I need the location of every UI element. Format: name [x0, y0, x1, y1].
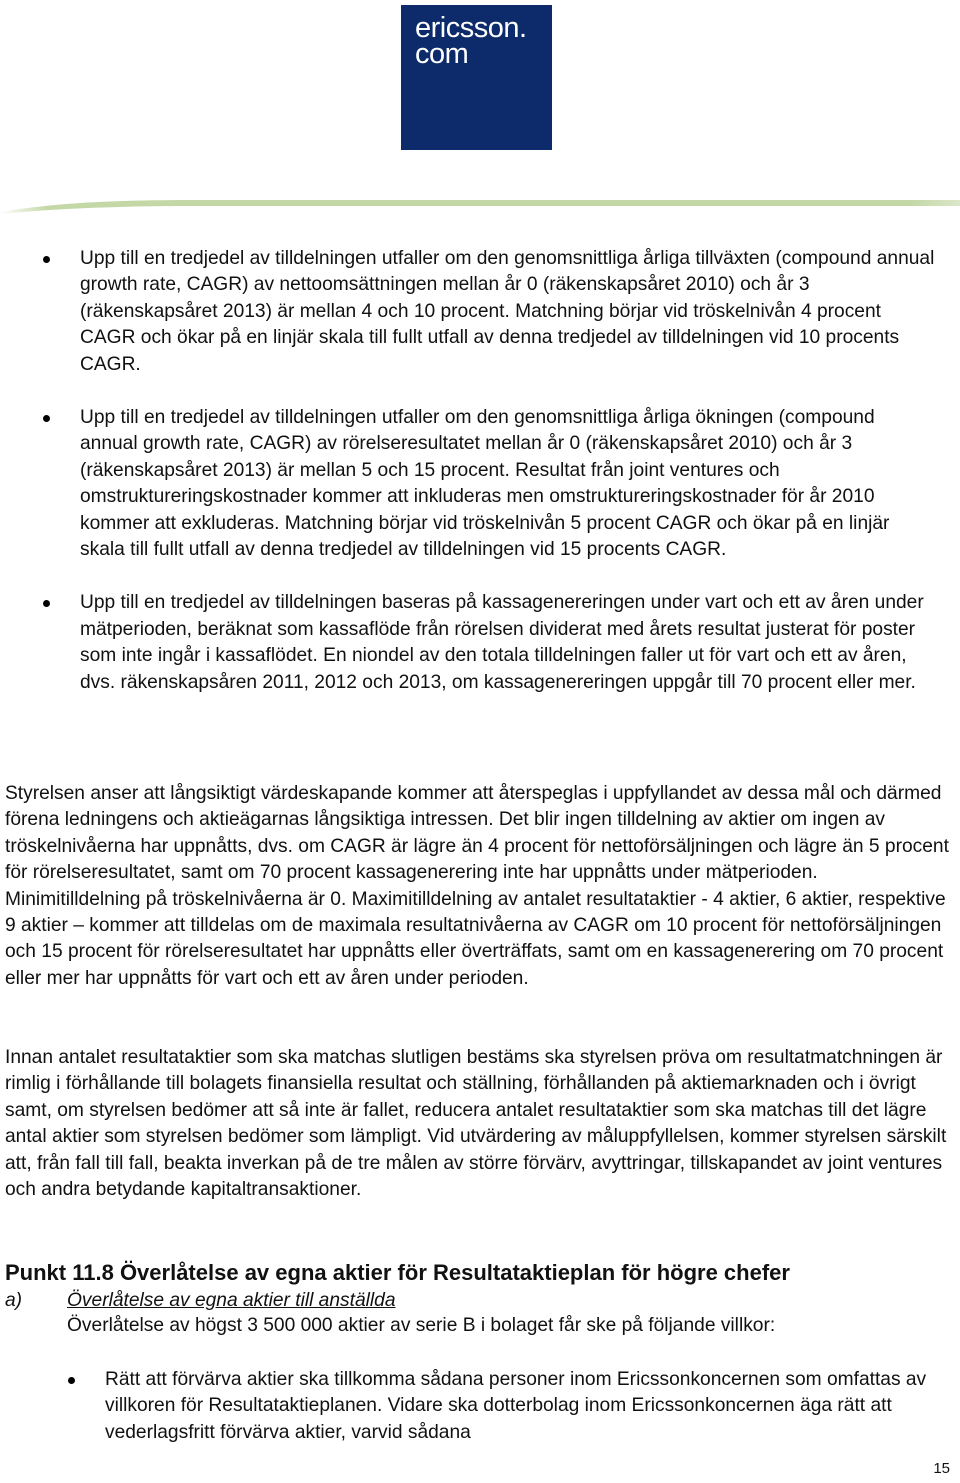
bullet-text: Upp till en tredjedel av tilldelningen utfaller om den genomsnittliga årliga tillväxten (compound annual growth rate, CAGR) av nettoomsättningen mellan år 0 (räkenskapsåret 2010) och år 3 (räkenskapsåret 2013) är mellan 4 och 10 procent. Matchning börjar vid tröskelnivån 4 procent CAGR och ökar på en linjär skala till fullt utfall av denna tredjedel av tilldelningen vid 10 procents CAGR.	[80, 248, 935, 375]
logo-text-line2: com	[415, 38, 469, 70]
section-heading: Punkt 11.8 Överlåtelse av egna aktier för Resultataktieplan för högre chefer	[5, 1260, 790, 1285]
page-number: 15	[933, 1460, 950, 1477]
transfer-intro: Överlåtelse av högst 3 500 000 aktier av serie B i bolaget får ske på följande villkor:	[67, 1315, 776, 1336]
transfer-conditions-list	[0, 1367, 960, 1446]
bullet-text: Upp till en tredjedel av tilldelningen utfaller om den genomsnittliga årliga ökningen (compound annual growth rate, CAGR) av rörelseresultatet mellan år 0 (räkenskapsåret 2010) och år 3 (räkenskapsåret 2013) är mellan 5 och 15 procent. Resultat från joint ventures och omstruktureringskostnader kommer att inkluderas men omstruktureringskostnader för år 2010 kommer att exkluderas. Matchning börjar vid tröskelnivån 5 procent CAGR och ökar på en linjär skala till fullt utfall av denna tredjedel av tilldelningen vid 15 procents CAGR.	[80, 407, 890, 561]
performance-criteria-list	[0, 246, 960, 696]
bullet-icon	[43, 600, 50, 607]
header-divider	[0, 196, 960, 214]
bullet-icon	[43, 256, 50, 263]
list-item	[0, 590, 960, 696]
subsection-a-heading	[5, 1288, 396, 1314]
paragraph-board-review: Innan antalet resultataktier som ska matchas slutligen bestäms ska styrelsen pröva om resultatmatchningen är rimlig i förhållande till bolagets finansiella resultat och ställning, förhållanden på aktiemarknaden och i övrigt samt, om styrelsen bedömer att så inte är fallet, reducera antalet resultataktier som ska matchas till det lägre antal aktier som styrelsen bedömer som lämpligt. Vid utvärdering av måluppfyllelsen, kommer styrelsen särskilt att, från fall till fall, beakta inverkan på de tre målen av större förvärv, avyttringar, tillskapandet av joint ventures och andra betydande kapitaltransaktioner.	[5, 1047, 947, 1201]
subsection-letter: a)	[5, 1290, 23, 1311]
bullet-text: Rätt att förvärva aktier ska tillkomma sådana personer inom Ericssonkoncernen som omfattas av villkoren för Resultataktieplanen. Vidare ska dotterbolag inom Ericssonkoncernen äga rätt att vederlagsfritt förvärva aktier, varvid sådana	[105, 1369, 927, 1443]
paragraph-board-view: Styrelsen anser att långsiktigt värdeskapande kommer att återspeglas i uppfyllandet av dessa mål och därmed förena ledningens och aktieägarnas långsiktiga intressen. Det blir ingen tilldelning av aktier om ingen av tröskelnivåerna har uppnåtts, dvs. om CAGR är lägre än 4 procent för nettoförsäljningen och lägre än 5 procent för rörelseresultatet, samt om 70 procent kassagenerering inte har uppnåtts under mätperioden. Minimitilldelning på tröskelnivåerna är 0. Maximitilldelning av antalet resultataktier - 4 aktier, 6 aktier, respektive 9 aktier – kommer att tilldelas om de maximala resultatnivåerna av CAGR om 10 procent för nettoförsäljningen och 15 procent för rörelseresultatet har uppnåtts eller överträffats, samt om en kassagenerering om 70 procent eller mer har uppnåtts för vart och ett av åren under perioden.	[5, 783, 949, 989]
list-item	[0, 405, 960, 563]
bullet-icon	[43, 415, 50, 422]
logo-text-line1: ericsson.	[415, 12, 527, 44]
list-item	[0, 246, 960, 378]
bullet-text: Upp till en tredjedel av tilldelningen baseras på kassagenereringen under vart och ett av åren under mätperioden, beräknat som kassaflöde från rörelsen dividerat med årets resultat justerat för poster som inte ingår i kassaflödet. En niondel av den totala tilldelningen faller ut för vart och ett av åren, dvs. räkenskapsåren 2011, 2012 och 2013, om kassagenereringen uppgår till 70 procent eller mer.	[80, 592, 924, 693]
bullet-icon	[68, 1377, 75, 1384]
list-item	[0, 1367, 960, 1446]
ericsson-logo	[401, 5, 552, 150]
subsection-title: Överlåtelse av egna aktier till anställda	[67, 1290, 396, 1311]
